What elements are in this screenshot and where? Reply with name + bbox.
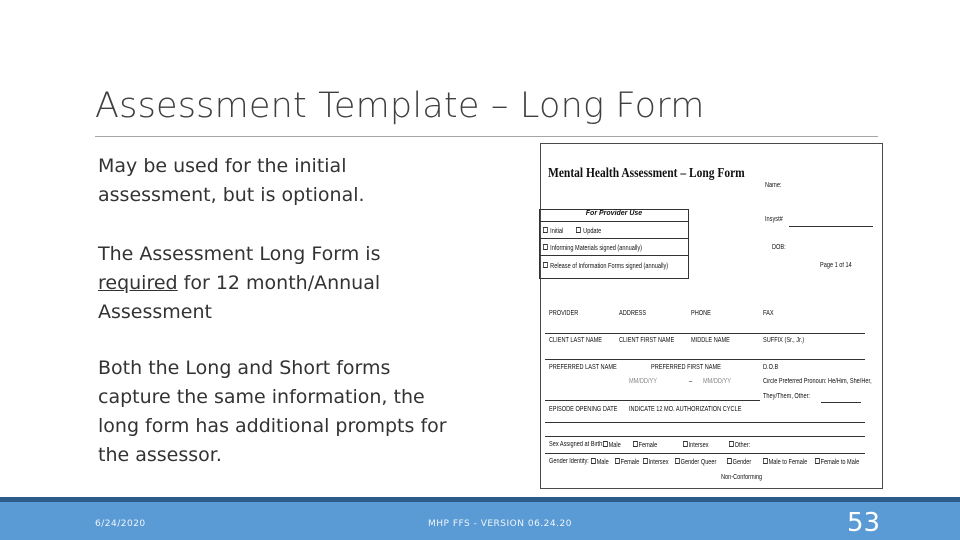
paragraph-required-pre: The Assessment Long Form is (98, 243, 381, 265)
form-row-line (545, 436, 865, 437)
form-gender-ftm: Female to Male (815, 458, 859, 466)
form-phone: PHONE (691, 310, 711, 317)
checkbox-icon (603, 441, 608, 447)
form-name-label: Name: (765, 182, 782, 189)
checkbox-icon (683, 441, 688, 447)
paragraph-optional: May be used for the initial assessment, but is optional. (98, 155, 365, 206)
form-sex-intersex: Intersex (683, 441, 709, 449)
form-date-dash: – (689, 378, 693, 385)
checkbox-icon (615, 458, 620, 464)
checkbox-icon (591, 458, 596, 464)
checkbox-icon (815, 458, 820, 464)
required-underlined: required (98, 272, 178, 294)
checkbox-icon (727, 458, 732, 464)
form-sex-female: Female (633, 441, 657, 449)
form-informing: Informing Materials signed (annually) (543, 244, 642, 252)
form-date-to: MM/DD/YY (703, 378, 731, 385)
checkbox-icon (643, 458, 648, 464)
form-gender-male: Male (591, 458, 609, 466)
form-page-label: Page 1 of 14 (820, 262, 852, 269)
footer-date: 6/24/2020 (95, 519, 146, 529)
form-sex-male: Male (603, 441, 621, 449)
form-pref-last: PREFERRED LAST NAME (549, 364, 617, 371)
form-sex-label: Sex Assigned at Birth: (549, 441, 604, 448)
form-gender-mtf: Male to Female (763, 458, 807, 466)
form-image (540, 143, 883, 489)
footer-version: MHP FFS - VERSION 06.24.20 (428, 519, 572, 529)
checkbox-icon (576, 227, 581, 233)
form-insyst-line (789, 226, 873, 227)
checkbox-icon (543, 227, 548, 233)
slide-title: Assessment Template – Long Form (95, 86, 705, 126)
form-pref-first: PREFERRED FIRST NAME (651, 364, 721, 371)
form-row-line (545, 333, 865, 334)
form-client-last: CLIENT LAST NAME (549, 337, 603, 344)
form-heading: Mental Health Assessment – Long Form (548, 166, 745, 181)
form-provider-box (539, 209, 689, 279)
checkbox-icon (729, 441, 734, 447)
form-provider-head: For Provider Use (540, 210, 688, 222)
form-sex-other: Other: (729, 441, 750, 449)
paragraph-forms: Both the Long and Short forms capture the same information, the long form has additional prompts for the assessor. (98, 357, 447, 466)
form-client-first: CLIENT FIRST NAME (619, 337, 675, 344)
form-address: ADDRESS (619, 310, 647, 317)
form-provider: PROVIDER (549, 310, 579, 317)
form-suffix: SUFFIX (Sr., Jr.) (763, 337, 805, 344)
form-gender-gender: Gender (727, 458, 751, 466)
form-nonconforming: Non-Conforming (721, 474, 763, 481)
form-initial: Initial (543, 227, 563, 235)
form-row-line (545, 422, 865, 423)
form-row-line (545, 359, 865, 360)
form-middle: MIDDLE NAME (691, 337, 730, 344)
paragraph-required-post: for 12 month/Annual Assessment (98, 272, 381, 323)
form-dob-label: DOB: (772, 244, 786, 251)
form-fax: FAX (763, 310, 774, 317)
form-episode-date: EPISODE OPENING DATE (549, 406, 618, 413)
form-other-line (821, 402, 861, 403)
form-update: Update (576, 227, 601, 235)
title-divider (95, 136, 878, 137)
form-gender-queer: Gender Queer (675, 458, 716, 466)
checkbox-icon (633, 441, 638, 447)
form-release: Release of Information Forms signed (annually) (543, 262, 668, 270)
form-auth-cycle: INDICATE 12 MO. AUTHORIZATION CYCLE (629, 406, 742, 413)
form-pronouns-2: They/Them, Other: (763, 393, 810, 400)
footer-accent-stripe (0, 497, 960, 502)
checkbox-icon (675, 458, 680, 464)
form-gender-intersex: Intersex (643, 458, 669, 466)
form-row-line (545, 400, 760, 401)
form-box-divider (540, 255, 688, 256)
form-date-from: MM/DD/YY (629, 378, 657, 385)
form-row-line (545, 453, 865, 454)
form-dob: D.O.B (763, 364, 779, 371)
page-number: 53 (847, 508, 881, 538)
paragraph-required (98, 240, 458, 327)
checkbox-icon (763, 458, 768, 464)
form-insyst-label: Insyst# (765, 216, 783, 223)
form-pronouns: Circle Preferred Pronoun: He/Him, She/Her, (763, 378, 872, 385)
form-gender-label: Gender Identity: (549, 458, 589, 465)
form-box-divider (540, 238, 688, 239)
form-gender-female: Female (615, 458, 639, 466)
checkbox-icon (543, 262, 548, 268)
checkbox-icon (543, 244, 548, 250)
